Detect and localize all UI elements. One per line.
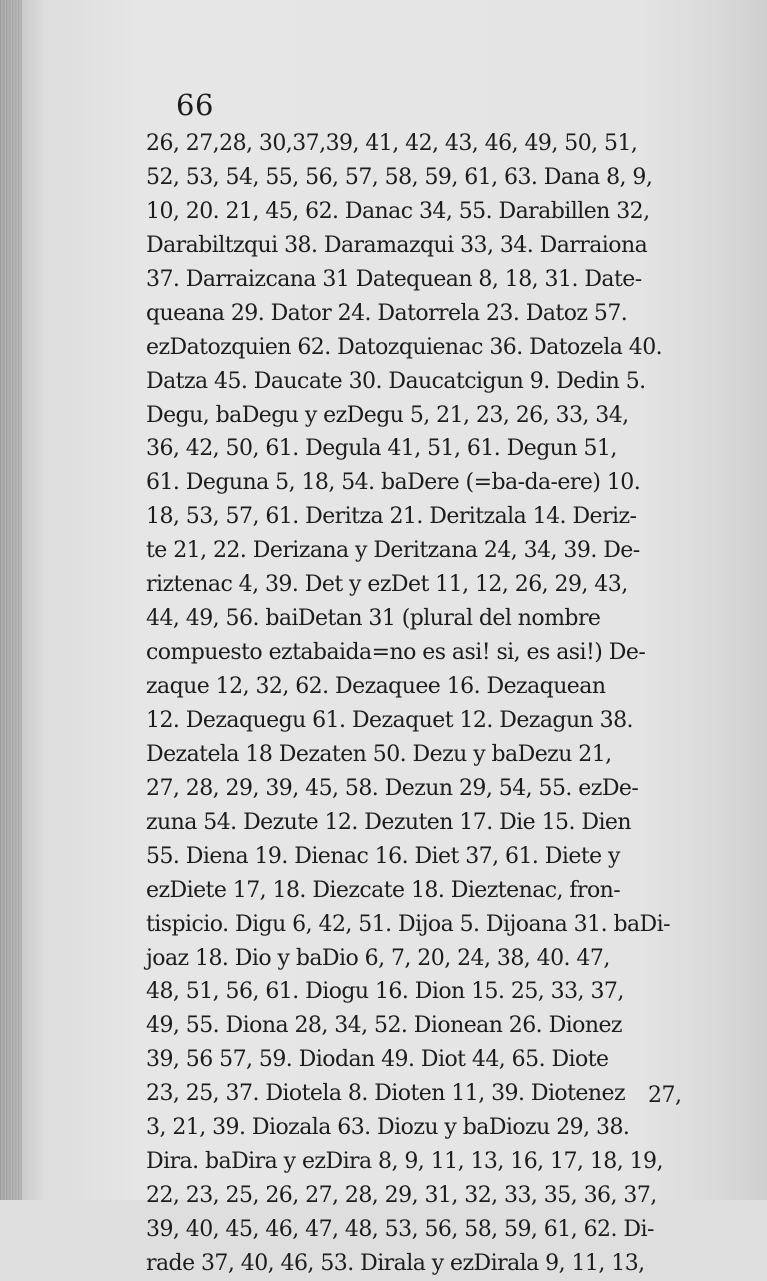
text-line: 61. Deguna 5, 18, 54. baDere (=ba-da-ere) 10. <box>146 470 641 496</box>
text-line: 36, 42, 50, 61. Degula 41, 51, 61. Degun 51, <box>146 436 617 462</box>
text-line: Darabiltzqui 38. Daramazqui 33, 34. Darraiona <box>146 232 648 258</box>
text-line: 39, 56 57, 59. Diodan 49. Diot 44, 65. Diote <box>146 1047 609 1073</box>
catchword: 27, <box>648 1083 682 1108</box>
text-line: 52, 53, 54, 55, 56, 57, 58, 59, 61, 63. Dana 8, 9, <box>146 164 653 190</box>
text-line: rade 37, 40, 46, 53. Dirala y ezDirala 9, 11, 13, <box>146 1250 645 1276</box>
text-line: Dezatela 18 Dezaten 50. Dezu y baDezu 21, <box>146 741 612 767</box>
text-line: 23, 25, 37. Diotela 8. Dioten 11, 39. Diotenez <box>146 1081 626 1107</box>
text-line: riztenac 4, 39. Det y ezDet 11, 12, 26, 29, 43, <box>146 572 628 598</box>
text-line: tispicio. Digu 6, 42, 51. Dijoa 5. Dijoana 31. baDi- <box>146 911 671 937</box>
text-line: 3, 21, 39. Diozala 63. Diozu y baDiozu 29, 38. <box>146 1115 630 1141</box>
page-binding-shadow <box>0 0 22 1200</box>
text-line: zuna 54. Dezute 12. Dezuten 17. Die 15. Dien <box>146 809 632 835</box>
page-number: 66 <box>176 88 214 122</box>
text-line: Datza 45. Daucate 30. Daucatcigun 9. Dedin 5. <box>146 368 646 394</box>
text-line: 37. Darraizcana 31 Datequean 8, 18, 31. Date- <box>146 266 642 292</box>
text-line: Degu, baDegu y ezDegu 5, 21, 23, 26, 33, 34, <box>146 402 629 428</box>
text-line: 10, 20. 21, 45, 62. Danac 34, 55. Darabillen 32, <box>146 198 650 224</box>
text-line: 27, 28, 29, 39, 45, 58. Dezun 29, 54, 55. ezDe- <box>146 775 639 801</box>
text-line: 12. Dezaquegu 61. Dezaquet 12. Dezagun 38. <box>146 707 633 733</box>
text-line: joaz 18. Dio y baDio 6, 7, 20, 24, 38, 40. 47, <box>146 945 610 971</box>
text-line: 39, 40, 45, 46, 47, 48, 53, 56, 58, 59, 61, 62. Di- <box>146 1217 654 1242</box>
text-line: te 21, 22. Derizana y Deritzana 24, 34, 39. De- <box>146 538 640 564</box>
text-line: 18, 53, 57, 61. Deritza 21. Deritzala 14. Deriz- <box>146 504 637 530</box>
text-line: 55. Diena 19. Dienac 16. Diet 37, 61. Diete y <box>146 843 620 869</box>
text-line: 26, 27,28, 30,37,39, 41, 42, 43, 46, 49, 50, 51, <box>146 131 638 156</box>
text-line: Dira. baDira y ezDira 8, 9, 11, 13, 16, 17, 18, 19, <box>146 1149 663 1175</box>
text-line: 48, 51, 56, 61. Diogu 16. Dion 15. 25, 33, 37, <box>146 979 624 1005</box>
text-line: zaque 12, 32, 62. Dezaquee 16. Dezaquean <box>146 674 606 699</box>
index-text-block <box>146 127 708 1281</box>
text-line: compuesto eztabaida=no es asi! si, es asi!) De- <box>146 640 646 666</box>
text-line: ezDatozquien 62. Datozquienac 36. Datozela 40. <box>146 334 663 360</box>
text-line: 44, 49, 56. baiDetan 31 (plural del nombre <box>146 606 601 632</box>
text-line: 22, 23, 25, 26, 27, 28, 29, 31, 32, 33, 35, 36, 37, <box>146 1183 657 1209</box>
text-line: queana 29. Dator 24. Datorrela 23. Datoz 57. <box>146 300 628 326</box>
text-line: 49, 55. Diona 28, 34, 52. Dionean 26. Dionez <box>146 1013 622 1039</box>
text-line: ezDiete 17, 18. Diezcate 18. Dieztenac, fron- <box>146 877 621 903</box>
